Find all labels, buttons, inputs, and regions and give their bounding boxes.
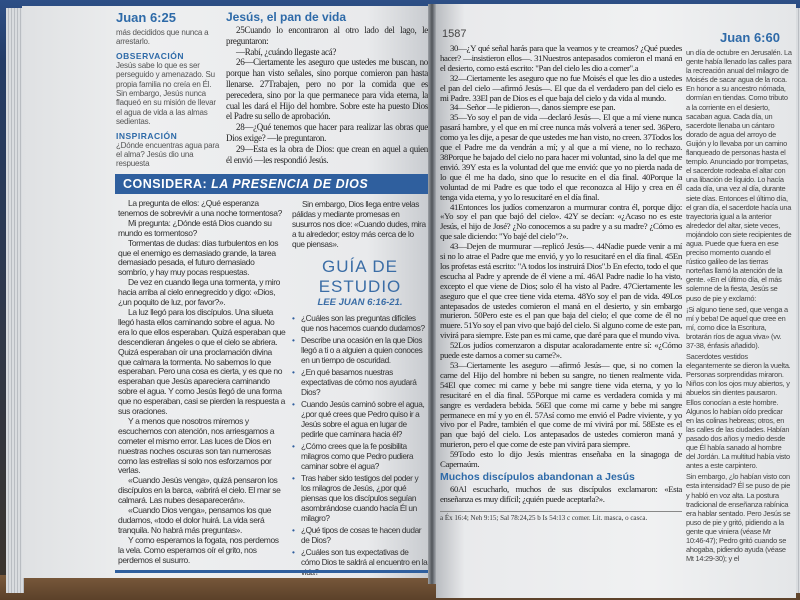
guide-question: • Tras haber sido testigos del poder y los milagros de Jesús, ¿por qué piensas que los discípulos seguían asombrándose cuando hacía Él un milagro? [292,473,428,523]
paragraph: «Cuando Jesús venga», quizá pensaron los discípulos en la barca, «abrirá el cielo. El mar se calmará. Las nubes desaparecerán». [118,475,281,506]
paragraph: ¡Si alguno tiene sed, que venga a mí y beba! De aquel que cree en mí, como dice la Escritura, brotarán ríos de agua viva» (vv. 37-38, énfasis añadido). [686,304,788,350]
verse: 32—Ciertamente les aseguro que no fue Moisés el que les dio a ustedes el pan del cielo —afirmó Jesús—. El que da el verdadero pan del cielo es mi Padre. 33El pan de Dios es el que baja del cielo y da vida al mundo. [440,72,682,103]
right-page [436,4,796,598]
verse: —Rabí, ¿cuándo llegaste acá? [236,46,337,57]
verse: 35—Yo soy el pan de vida —declaró Jesús—. El que a mí viene nunca pasará hambre, y el que en mí cree nunca más volverá a tener sed. 36Pero, como ya les dije, a pesar de que ustedes me han visto, no creen. 37Todos los que el Padre me da vendrán a mí; y al que a mí viene, no lo rechazo. 38Porque he bajado del cielo no para hacer mi voluntad, sino la del que me envió. 39Y esta es la voluntad del que me envió: que yo no pierda nada de lo que él me ha dado, sino que lo resucite en el día final. 40Porque la voluntad de mi Padre es que todo el que reconozca al Hijo y crea en él tenga vida eterna, y yo lo resucitaré en el día final. [440,112,682,202]
section-title: Muchos discípulos abandonan a Jesús [440,470,635,483]
section-title: Jesús, el pan de vida [226,10,347,24]
observacion-title: OBSERVACIÓN [116,50,185,61]
paragraph: Sin embargo, ¿lo habían visto con esta intensidad? Él se puso de pie y habló en voz alta. La postura tradicional de enseñanza rabínica era hablar sentado. Pero Jesús se puso de pie y gritó, pidiendo a la gente que viniera (véase Mr 10:46-47); Pedro gritó cuando se ahogaba, pidiendo ayuda (véase Mt 14:29-30); y el [686,472,791,564]
paragraph: «Cuando Dios venga», pensamos los que dudamos, «todo el dolor huirá. La vida será tranquila. No habrá más preguntas». [118,505,272,535]
guide-question: • ¿Cuáles son las preguntas difíciles que nos hacemos cuando dudamos? [292,313,428,333]
scripture-text [440,44,682,523]
footnotes: a Éx 16:4; Neh 9:15; Sal 78:24,25 b Is 54:13 c comer. Lit. masca, o casca. [440,511,682,523]
considera-text [118,199,286,566]
considera-banner [115,174,428,194]
left-page [22,6,428,578]
paragraph: Y como esperamos la fogata, nos perdemos la vela. Como esperamos oír el grito, nos perdemos el susurro. [118,534,279,565]
verse: 26—Ciertamente les aseguro que ustedes me buscan, no porque han visto señales, sino porque comieron pan hasta llenarse. 27Trabajen, pero no por la comida que es perecedera, sino por la que permanece para vida eterna, la cual les dará el Hijo del hombre. Sobre este ha puesto Dios el Padre su sello de aprobación. [226,57,428,122]
inspiracion-title: INSPIRACIÓN [116,130,178,141]
verse: 25Cuando lo encontraron al otro lado del lago, le preguntaron: [226,25,428,46]
verse: 52Los judíos comenzaron a disputar acaloradamente entre sí: «¿Cómo puede este darnos a comer su carne?». [440,340,682,361]
bottom-rule [115,570,428,573]
guide-question: • ¿En qué basamos nuestras expectativas de cómo nos ayudará Dios? [292,367,428,397]
paragraph: Mi pregunta: ¿Dónde está Dios cuando su mundo es tormentoso? [118,217,272,238]
guide-title: GUÍA DE ESTUDIO [318,257,402,296]
sidebar-article [686,48,792,563]
guide-question: • ¿Cuáles son tus expectativas de cómo Dios te saldrá al encuentro en la [292,547,428,577]
verse: 29—Esta es la obra de Dios: que crean en aquel a quien él envió —les respondió Jesús. [226,143,428,165]
guide-question: • ¿Cómo crees que la fe posibilita milagros como que Pedro pudiera caminar sobre el agua? [292,441,428,471]
sidebar-intro: más decididos que nunca a arrestarlo. [116,28,209,47]
guide-question: • Cuando Jesús caminó sobre el agua, ¿por qué crees que Pedro quiso ir a Jesús sobre el agua en lugar de pedirle que caminara hacia él? [292,399,428,439]
paragraph: un día de octubre en Jerusalén. La gente había llenado las calles para la recreación anual del milagro de Moisés de sacar agua de la roca. En honor a su ancestro nómada, dormían en tiendas. Como tributo a la corriente en el desierto, sacaban agua. Cada día, un sacerdote llenaba un cántaro dorado de agua del arroyo de Guijón y lo llevaba por un camino flanqueado de personas hasta el templo. Anunciado por trompetas, el sacerdote rodeaba el altar con una libación de líquido. Lo hacía cada día, una vez al día, durante siete días. Entonces el último día, el gran día, el sacerdote hacía una trayectoria igual a la anterior alrededor del altar, siete veces, mojándolo con siete recipientes de agua. Puede que fuera en ese preciso momento cuando el rústico galileo de las tierras norteñas llamó la atención de la gente. «En el último día, el más solemne de la fiesta, Jesús se puso de pie y exclamó: [686,48,792,303]
observacion-text: Jesús sabe lo que es ser perseguido y amenazado. Su propia familia no creía en Él. Sin embargo, Jesús nunca flaqueó en su misión de llevar el agua de vida a las almas sedientas. [116,60,216,127]
verse: 59Todo esto lo dijo Jesús mientras enseñaba en la sinagoga de Capernaúm. [440,449,682,470]
page-header: Juan 6:25 [116,10,176,25]
banner-prefix: CONSIDERA: [123,177,208,191]
banner-title: LA PRESENCIA DE DIOS [211,177,369,191]
paragraph: La luz llegó para los discípulos. Una silueta llegó hasta ellos caminando sobre el agua. No era lo que ellos esperaban. Quizá esperaban que descendieran ángeles o que el cielo se abriera. Quizá esperaban oír una proclamación divina que calmara la tormenta. No sabemos lo que esperaban. Pero una cosa es cierta, y es que no esperaban que Jesús apareciera caminando sobre el agua. Y como Jesús llegó de una forma que no esperaban, casi se pierden la respuesta a sus oraciones. [118,306,286,417]
guide-question: • ¿Qué tipos de cosas te hacen dudar de Dios? [292,525,428,545]
study-guide [292,199,428,579]
sidebar-notes [116,28,220,169]
verse: 30—¿Y qué señal harás para que la veamos y te creamos? ¿Qué puedes hacer? —insistieron ellos—. 31Nuestros antepasados comieron el maná en el desierto, como está escrito: "Pan del cielo les dio a comer".a [440,43,682,73]
considera-continuation: Sin embargo, Dios llega entre velas pálidas y mediante promesas en susurros nos dice: «Cuando dudes, mira a tu alrededor; estoy más cerca de lo que piensas». [292,199,426,249]
verse: 41Entonces los judíos comenzaron a murmurar contra él, porque dijo: «Yo soy el pan que bajó del cielo». 42Y se decían: «¿Acaso no es este Jesús, el hijo de José? ¿No conocemos a su padre y a su madre? ¿Cómo es que sale diciendo: "Yo bajé del cielo"?». [440,201,682,242]
verse: 53—Ciertamente les aseguro —afirmó Jesús— que, si no comen la carne del Hijo del hombre ni beben su sangre, no tienen realmente vida. 54El que comec mi carne y bebe mi sangre tiene vida eterna, y yo lo resucitaré en el día final. 55Porque mi carne es verdadera comida y mi sangre es verdadera bebida. 56El que come mi carne y bebe mi sangre permanece en mí y yo en él. 57Así como me envió el Padre viviente, y yo vivo por el Padre, también el que come de mí vivirá por mí. 58Este es el pan que bajó del cielo. Los antepasados de ustedes comieron maná y murieron, pero el que come de este pan vivirá para siempre. [440,360,682,450]
guide-subtitle: LEE JUAN 6:16-21. [317,297,403,308]
inspiracion-text: ¿Dónde encuentras agua para el alma? Jesús dio una respuesta [116,140,220,169]
verse: 34—Señor —le pidieron—, danos siempre ese pan. [450,102,616,113]
scripture-text [226,9,428,165]
paragraph: Y a menos que nosotros miremos y escuchemos con atención, nos arriesgamos a cometer el mismo error. Las luces de Dios en nuestras noches oscuras son tan numerosas como las estrellas si solo nos esforzamos por verlas. [118,415,275,476]
paragraph: La pregunta de ellos: ¿Qué esperanza tenemos de sobrevivir a una noche tormentosa? [118,198,282,218]
right-page-edges [796,8,800,593]
paragraph: De vez en cuando llega una tormenta, y miro hacia arriba al cielo ennegrecido y digo: «Dios, ¿un poquito de luz, por favor?». [118,277,280,308]
verse: 43—Dejen de murmurar —replicó Jesús—. 44Nadie puede venir a mí si no lo atrae el Padre que me envió, y yo lo resucitaré en el día final. 45En los profetas está escrito: "A todos los instruirá Dios".b En efecto, todo el que escucha al Padre y aprende de él viene a mí. 46Al Padre nadie lo ha visto, excepto el que viene de Dios; solo él ha visto al Padre. 47Ciertamente les aseguro que el que cree tiene vida eterna. 48Yo soy el pan de vida. 49Los antepasados de ustedes comieron el maná en el desierto, y sin embargo murieron. 50Pero este es el pan que baja del cielo; el que come de él no muere. 51Yo soy el pan vivo que bajó del cielo. Si alguno come de este pan, vivirá para siempre. Este pan es mi carne, que daré para que el mundo viva. [440,241,682,341]
paragraph: Tormentas de dudas: días turbulentos en los que el enemigo es demasiado grande, la tarea demasiado pesada, el futuro demasiado sombrío, y hay muy pocas respuestas. [118,237,279,278]
guide-question: • Describe una ocasión en la que Dios llegó a ti o a alguien a quien conoces en un tiempo de oscuridad. [292,335,428,365]
book-gutter [428,4,436,584]
verse: 60Al escucharlo, muchos de sus discípulos exclamaron: «Esta enseñanza es muy difícil; ¿quién puede aceptarla?». [440,483,682,504]
page-header: Juan 6:60 [720,30,780,45]
page-number: 1587 [442,28,467,40]
paragraph: Sacerdotes vestidos elegantemente se dieron la vuelta. Personas sorprendidas miraron. Niños con los ojos muy abiertos, y abuelos sin dientes pausaron. Ellos conocían a este hombre. Algunos lo habían oído predicar en las colinas hebreas; otros, en las calles de las ciudades. Habían pasado dos años y medio desde que Él había sanado al hombre del Jordán. La multitud había visto antes a este carpintero. [686,352,791,471]
verse: 28—¿Qué tenemos que hacer para realizar las obras que Dios exige? —le preguntaron. [226,122,428,143]
